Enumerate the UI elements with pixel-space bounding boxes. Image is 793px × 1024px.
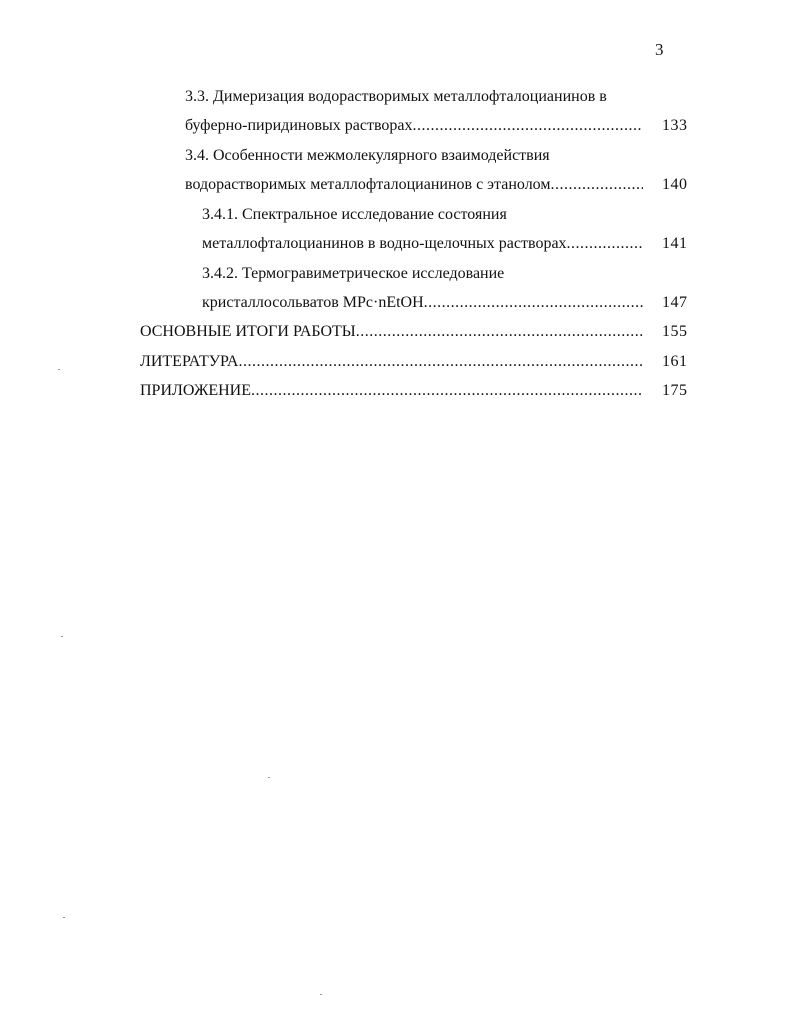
toc-entry-summary: [140, 323, 643, 341]
toc-entry-3-4-1-line1: 3.4.1. Спектральное исследование состояния: [202, 206, 507, 223]
toc-page-number: 161: [662, 353, 688, 370]
toc-page-number: 133: [662, 117, 688, 134]
dot-leader: [251, 382, 643, 400]
toc-entry-text: металлофталоцианинов в водно-щелочных растворах: [202, 235, 567, 252]
toc-entry-text: ПРИЛОЖЕНИЕ: [140, 382, 252, 399]
toc-entry-text: водорастворимых металлофталоцианинов с этанолом: [185, 176, 551, 193]
toc-entry-text: ЛИТЕРАТУРА: [140, 353, 239, 370]
toc-entry-appendix: [140, 382, 643, 400]
toc-page-number: 155: [662, 323, 688, 340]
toc-page-number: 175: [662, 382, 688, 399]
toc-entry-3-3-line1: 3.3. Димеризация водорастворимых металлофталоцианинов в: [185, 88, 607, 105]
dot-leader: [567, 235, 643, 253]
toc-page-number: 141: [662, 235, 688, 252]
dot-leader: [551, 176, 644, 194]
toc-page-number: 140: [662, 176, 688, 193]
dot-leader: [424, 294, 643, 312]
scan-speck: [61, 636, 63, 637]
toc-entry-literature: [140, 353, 643, 371]
toc-entry-3-4-line1: 3.4. Особенности межмолекулярного взаимодействия: [185, 147, 550, 164]
toc-entry-3-4-2-line1: 3.4.2. Термогравиметрическое исследование: [202, 265, 505, 282]
dot-leader: [413, 117, 644, 135]
scan-speck: [58, 369, 60, 370]
toc-entry-text: кристаллосольватов MPc·nEtOH: [202, 294, 424, 311]
dot-leader: [356, 323, 643, 341]
toc-entry-3-4-2-line2: [202, 294, 643, 312]
scan-speck: [63, 917, 65, 918]
toc-page-number: 147: [662, 294, 688, 311]
page-number: 3: [655, 40, 664, 59]
scan-speck: [320, 994, 322, 995]
toc-entry-3-4-line2: [185, 176, 643, 194]
dot-leader: [238, 353, 643, 371]
toc-entry-text: буферно-пиридиновых растворах: [185, 117, 413, 134]
toc-entry-3-4-1-line2: [202, 235, 643, 253]
toc-entry-3-3-line2: [185, 117, 643, 135]
scan-speck: [268, 777, 270, 778]
toc-entry-text: ОСНОВНЫЕ ИТОГИ РАБОТЫ: [140, 323, 356, 340]
